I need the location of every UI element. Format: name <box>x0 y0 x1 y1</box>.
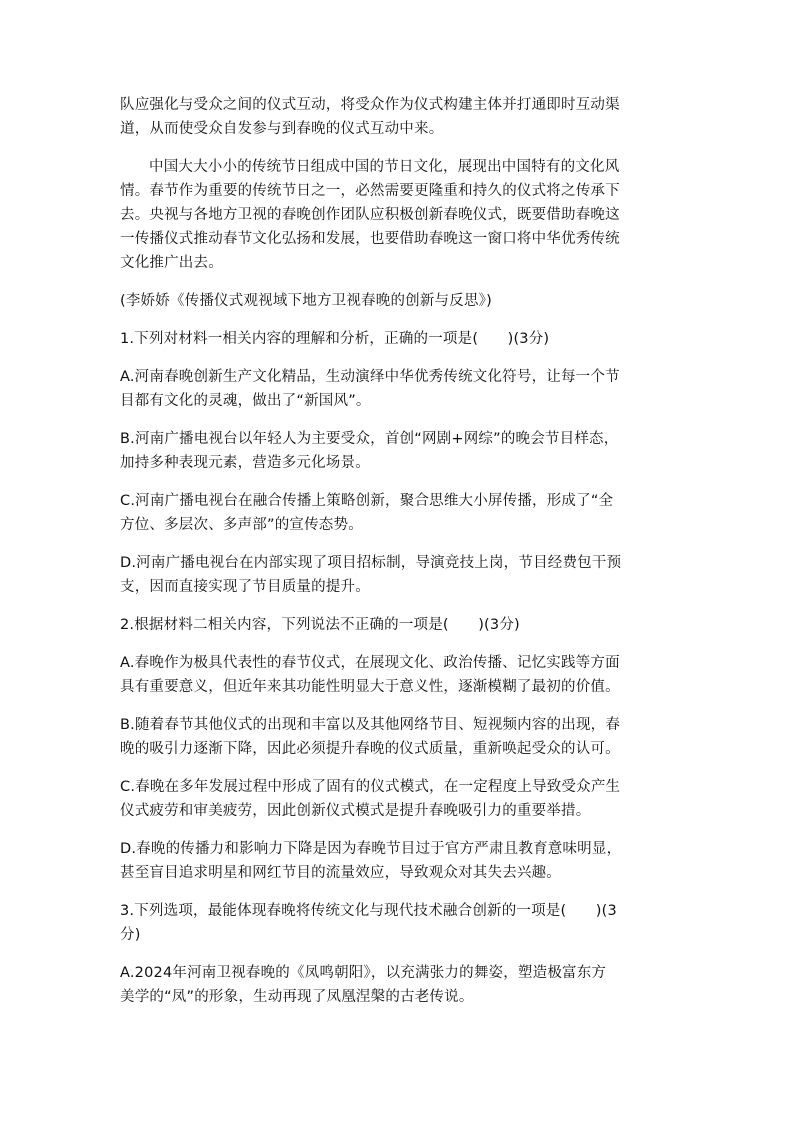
text-line: 仪式疲劳和审美疲劳，因此创新仪式模式是提升春晚吸引力的重要举措。 <box>120 803 591 819</box>
text-line: A.2024年河南卫视春晚的《凤鸣朝阳》，以充满张力的舞姿，塑造极富东方 <box>120 965 607 981</box>
text-line: C.河南广播电视台在融合传播上策略创新，聚合思维大小屏传播，形成了“全 <box>120 493 614 509</box>
text-line: B.随着春节其他仪式的出现和丰富以及其他网络节目、短视频内容的出现，春 <box>120 717 621 733</box>
option-c <box>120 775 676 823</box>
text-line: A.河南春晚创新生产文化精品，生动演绎中华优秀传统文化符号，让每一个节 <box>120 369 620 385</box>
text-line: 具有重要意义，但近年来其功能性明显大于意义性，逐渐模糊了最初的价值。 <box>120 679 620 695</box>
source-citation: (李娇娇《传播仪式观视域下地方卫视春晚的创新与反思》) <box>120 293 492 309</box>
text-line: 文化推广出去。 <box>120 255 223 271</box>
text-line: 中国大大小小的传统节日组成中国的节日文化，展现出中国特有的文化风 <box>149 159 620 175</box>
text-line: 甚至盲目追求明星和网红节目的流量效应，导致观众对其失去兴趣。 <box>120 865 561 881</box>
option-a <box>120 651 676 699</box>
text-line: 情。春节作为重要的传统节日之一，必然需要更隆重和持久的仪式将之传承下 <box>120 183 620 199</box>
text-line: D.春晚的传播力和影响力下降是因为春晚节目过于官方严肃且教育意味明显， <box>120 841 622 857</box>
text-line: 道，从而使受众自发参与到春晚的仪式互动中来。 <box>120 121 444 137</box>
text-line: 3.下列选项，最能体现春晚将传统文化与现代技术融合创新的一项是( )(3 <box>120 903 617 919</box>
question-stem <box>120 613 676 637</box>
text-line: 支，因而直接实现了节目质量的提升。 <box>120 579 370 595</box>
text-line: 方位、多层次、多声部”的宣传态势。 <box>120 517 363 533</box>
text-line: 一传播仪式推动春节文化弘扬和发展，也要借助春晚这一窗口将中华优秀传统 <box>120 231 620 247</box>
text-line: B.河南广播电视台以年轻人为主要受众，首创“网剧+网综”的晚会节目样态， <box>120 431 619 447</box>
option-a <box>120 961 676 1009</box>
option-c <box>120 489 676 537</box>
option-b <box>120 427 676 475</box>
option-a <box>120 365 676 413</box>
text-line: 晚的吸引力逐渐下降，因此必须提升春晚的仪式质量，重新唤起受众的认可。 <box>120 741 620 757</box>
question-stem <box>120 327 676 351</box>
text-line: A.春晚作为极具代表性的春节仪式，在展现文化、政治传播、记忆实践等方面 <box>120 655 620 671</box>
question-stem <box>120 899 676 947</box>
document-page <box>120 93 676 1023</box>
text-line: 加持多种表现元素，营造多元化场景。 <box>120 455 370 471</box>
text-line: 美学的“凤”的形象，生动再现了凤凰涅槃的古老传说。 <box>120 989 474 1005</box>
passage-paragraph <box>120 155 676 275</box>
text-line: 2.根据材料二相关内容，下列说法不正确的一项是( )(3分) <box>120 617 520 633</box>
option-d <box>120 837 676 885</box>
text-line: D.河南广播电视台在内部实现了项目招标制，导演竞技上岗，节目经费包干预 <box>120 555 622 571</box>
text-line: 目都有文化的灵魂，做出了“新国风”。 <box>120 393 371 409</box>
option-b <box>120 713 676 761</box>
text-line: 1.下列对材料一相关内容的理解和分析，正确的一项是( )(3分) <box>120 331 550 347</box>
option-d <box>120 551 676 599</box>
text-line: 队应强化与受众之间的仪式互动，将受众作为仪式构建主体并打通即时互动渠 <box>120 97 620 113</box>
text-line: 分) <box>120 927 141 943</box>
text-line: C.春晚在多年发展过程中形成了固有的仪式模式，在一定程度上导致受众产生 <box>120 779 621 795</box>
text-line: 去。央视与各地方卫视的春晚创作团队应积极创新春晚仪式，既要借助春晚这 <box>120 207 620 223</box>
passage-paragraph <box>120 93 676 141</box>
